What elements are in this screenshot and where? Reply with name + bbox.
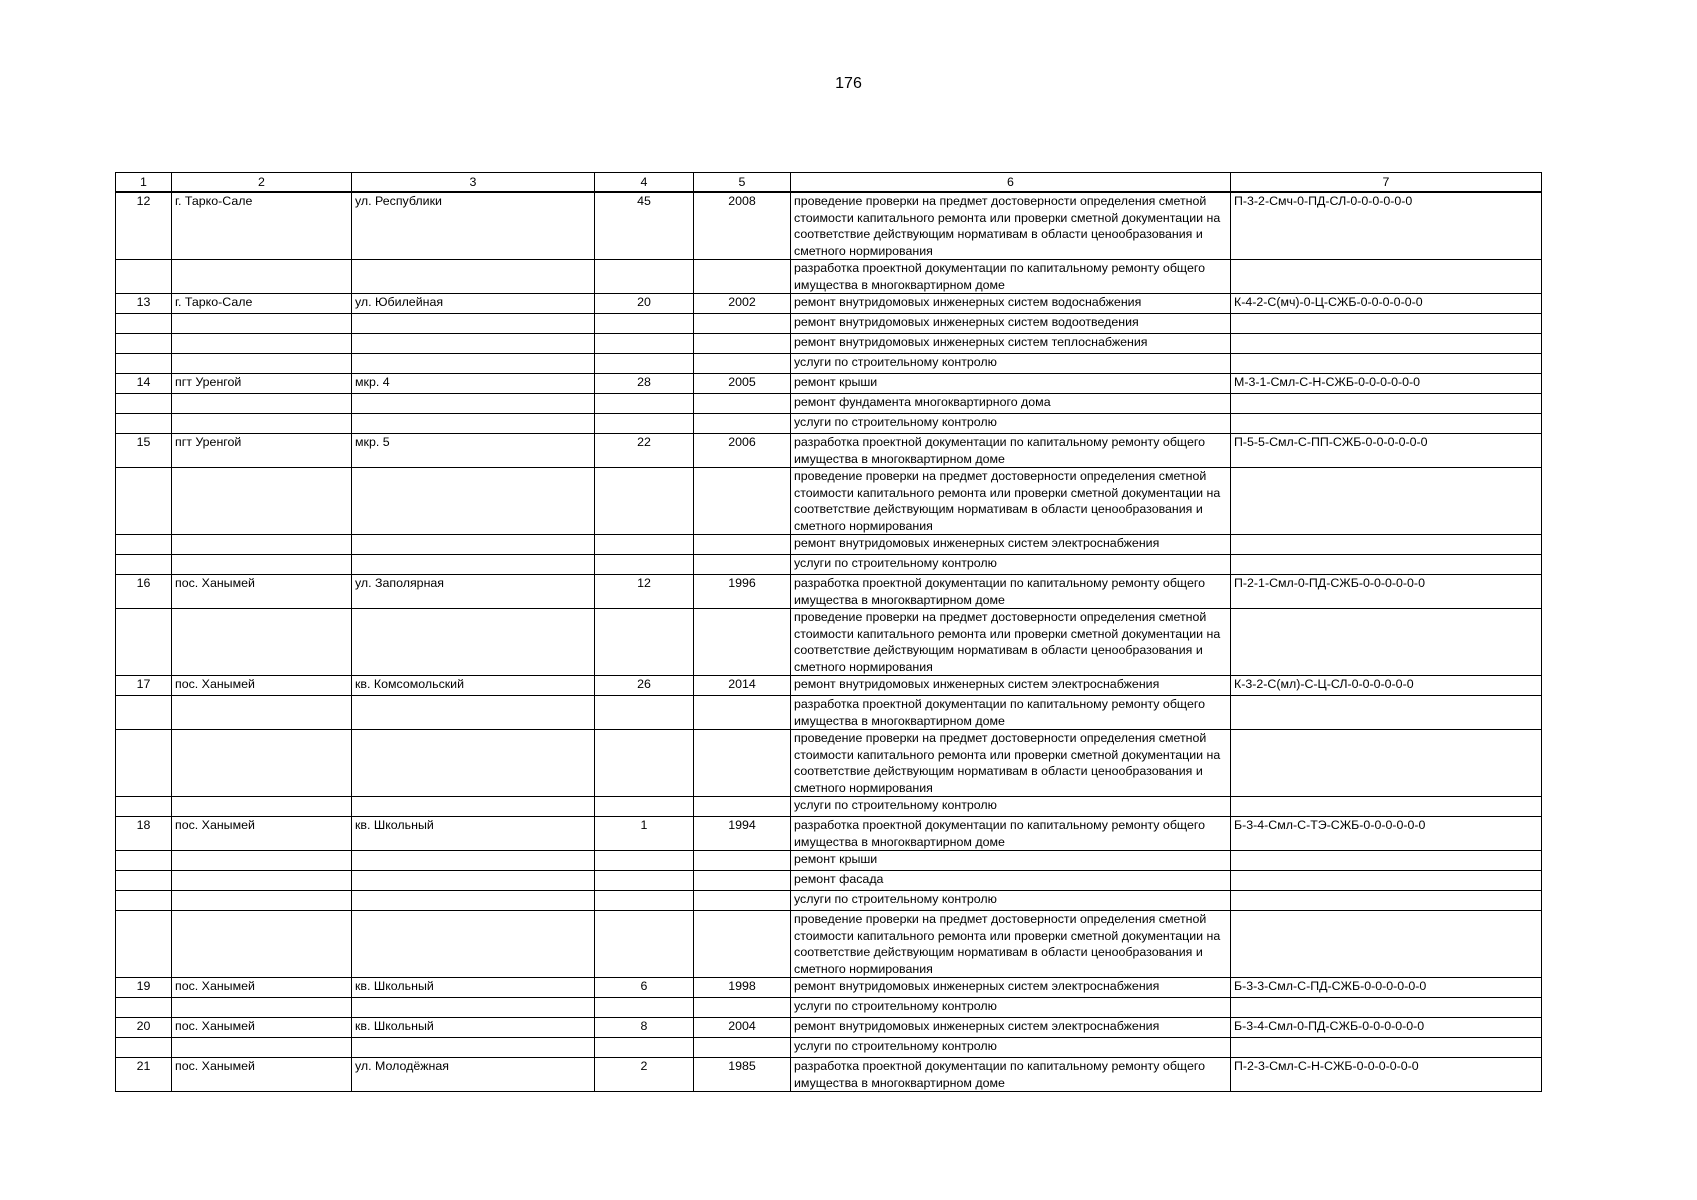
cell-year <box>694 334 791 354</box>
cell-work-type: услуги по строительному контролю <box>791 414 1231 434</box>
cell-year: 1998 <box>694 978 791 998</box>
cell-street <box>352 696 595 730</box>
cell-settlement <box>172 354 352 374</box>
cell-number <box>116 260 172 294</box>
cell-street <box>352 535 595 555</box>
cell-house <box>595 260 694 294</box>
cell-house: 12 <box>595 575 694 609</box>
cell-year <box>694 354 791 374</box>
table-header-row <box>116 173 1542 193</box>
cell-number <box>116 535 172 555</box>
cell-year <box>694 260 791 294</box>
cell-year <box>694 891 791 911</box>
cell-year <box>694 314 791 334</box>
cell-house <box>595 354 694 374</box>
cell-street <box>352 609 595 676</box>
cell-house <box>595 1038 694 1058</box>
cell-house: 20 <box>595 294 694 314</box>
table-row <box>116 851 1542 871</box>
cell-code <box>1231 354 1542 374</box>
table-row <box>116 192 1542 260</box>
cell-code: К-4-2-С(мч)-0-Ц-СЖБ-0-0-0-0-0-0 <box>1231 294 1542 314</box>
cell-street <box>352 871 595 891</box>
page-number: 176 <box>835 75 862 92</box>
table-row <box>116 334 1542 354</box>
cell-street: мкр. 5 <box>352 434 595 468</box>
cell-work-type: услуги по строительному контролю <box>791 354 1231 374</box>
cell-house: 2 <box>595 1058 694 1092</box>
table-row <box>116 434 1542 468</box>
cell-settlement <box>172 468 352 535</box>
cell-work-type: ремонт внутридомовых инженерных систем теплоснабжения <box>791 334 1231 354</box>
cell-code <box>1231 797 1542 817</box>
table-row <box>116 1038 1542 1058</box>
cell-code <box>1231 468 1542 535</box>
cell-settlement: пос. Ханымей <box>172 575 352 609</box>
cell-house <box>595 609 694 676</box>
cell-settlement <box>172 609 352 676</box>
cell-year: 2005 <box>694 374 791 394</box>
column-header: 3 <box>352 173 595 193</box>
cell-house <box>595 555 694 575</box>
cell-number <box>116 414 172 434</box>
cell-year <box>694 871 791 891</box>
cell-number <box>116 555 172 575</box>
cell-house <box>595 911 694 978</box>
cell-number <box>116 871 172 891</box>
cell-year: 1996 <box>694 575 791 609</box>
cell-work-type: проведение проверки на предмет достоверности определения сметной стоимости капитального ремонта или проверки сметной документации на соответствие действующим нормативам в области ценообразования и сметного нормирования <box>791 468 1231 535</box>
cell-settlement <box>172 696 352 730</box>
cell-house: 26 <box>595 676 694 696</box>
cell-code <box>1231 730 1542 797</box>
cell-street <box>352 730 595 797</box>
cell-settlement <box>172 1038 352 1058</box>
cell-year <box>694 414 791 434</box>
cell-street: кв. Комсомольский <box>352 676 595 696</box>
cell-year <box>694 797 791 817</box>
column-header: 7 <box>1231 173 1542 193</box>
cell-settlement: пос. Ханымей <box>172 676 352 696</box>
cell-work-type: услуги по строительному контролю <box>791 1038 1231 1058</box>
cell-code: М-3-1-Смл-С-Н-СЖБ-0-0-0-0-0-0 <box>1231 374 1542 394</box>
table-row <box>116 314 1542 334</box>
table-row <box>116 730 1542 797</box>
cell-street <box>352 851 595 871</box>
table-row <box>116 998 1542 1018</box>
cell-year: 1985 <box>694 1058 791 1092</box>
cell-street: мкр. 4 <box>352 374 595 394</box>
cell-number <box>116 730 172 797</box>
cell-house <box>595 414 694 434</box>
cell-number: 14 <box>116 374 172 394</box>
cell-house <box>595 468 694 535</box>
cell-year <box>694 555 791 575</box>
cell-street <box>352 468 595 535</box>
cell-work-type: услуги по строительному контролю <box>791 555 1231 575</box>
column-header: 4 <box>595 173 694 193</box>
cell-work-type: разработка проектной документации по капитальному ремонту общего имущества в многоквартирном доме <box>791 1058 1231 1092</box>
cell-year <box>694 696 791 730</box>
column-header: 5 <box>694 173 791 193</box>
cell-street: ул. Молодёжная <box>352 1058 595 1092</box>
cell-settlement <box>172 851 352 871</box>
table-row <box>116 891 1542 911</box>
cell-year: 2008 <box>694 192 791 260</box>
cell-street <box>352 1038 595 1058</box>
cell-number <box>116 696 172 730</box>
cell-number <box>116 314 172 334</box>
cell-code <box>1231 414 1542 434</box>
cell-work-type: ремонт крыши <box>791 374 1231 394</box>
cell-house: 22 <box>595 434 694 468</box>
table-row <box>116 911 1542 978</box>
cell-work-type: ремонт внутридомовых инженерных систем электроснабжения <box>791 978 1231 998</box>
cell-street <box>352 555 595 575</box>
cell-house <box>595 998 694 1018</box>
cell-number <box>116 851 172 871</box>
cell-settlement <box>172 334 352 354</box>
cell-house <box>595 730 694 797</box>
cell-settlement <box>172 998 352 1018</box>
repair-program-table <box>115 172 1542 1092</box>
cell-settlement <box>172 797 352 817</box>
cell-work-type: проведение проверки на предмет достоверности определения сметной стоимости капитального ремонта или проверки сметной документации на соответствие действующим нормативам в области ценообразования и сметного нормирования <box>791 911 1231 978</box>
cell-number <box>116 468 172 535</box>
cell-settlement <box>172 535 352 555</box>
cell-code: Б-3-3-Смл-С-ПД-СЖБ-0-0-0-0-0-0 <box>1231 978 1542 998</box>
cell-code <box>1231 1038 1542 1058</box>
cell-work-type: разработка проектной документации по капитальному ремонту общего имущества в многоквартирном доме <box>791 575 1231 609</box>
cell-number <box>116 394 172 414</box>
table-row <box>116 696 1542 730</box>
cell-street <box>352 797 595 817</box>
cell-house <box>595 851 694 871</box>
cell-settlement: г. Тарко-Сале <box>172 192 352 260</box>
cell-work-type: разработка проектной документации по капитальному ремонту общего имущества в многоквартирном доме <box>791 260 1231 294</box>
cell-year <box>694 609 791 676</box>
cell-year <box>694 468 791 535</box>
table-row <box>116 609 1542 676</box>
cell-number: 19 <box>116 978 172 998</box>
cell-house: 1 <box>595 817 694 851</box>
cell-work-type: разработка проектной документации по капитальному ремонту общего имущества в многоквартирном доме <box>791 696 1231 730</box>
cell-number: 16 <box>116 575 172 609</box>
cell-house <box>595 334 694 354</box>
cell-street <box>352 354 595 374</box>
cell-work-type: проведение проверки на предмет достоверности определения сметной стоимости капитального ремонта или проверки сметной документации на соответствие действующим нормативам в области ценообразования и сметного нормирования <box>791 192 1231 260</box>
table-row <box>116 797 1542 817</box>
cell-code <box>1231 871 1542 891</box>
cell-street <box>352 314 595 334</box>
cell-street <box>352 891 595 911</box>
cell-code <box>1231 911 1542 978</box>
cell-year <box>694 1038 791 1058</box>
cell-settlement <box>172 891 352 911</box>
cell-work-type: разработка проектной документации по капитальному ремонту общего имущества в многоквартирном доме <box>791 817 1231 851</box>
cell-work-type: услуги по строительному контролю <box>791 998 1231 1018</box>
cell-number <box>116 998 172 1018</box>
cell-work-type: ремонт внутридомовых инженерных систем водоотведения <box>791 314 1231 334</box>
table-row <box>116 414 1542 434</box>
cell-settlement <box>172 871 352 891</box>
cell-street: кв. Школьный <box>352 1018 595 1038</box>
cell-code <box>1231 555 1542 575</box>
cell-settlement <box>172 555 352 575</box>
cell-settlement: пгт Уренгой <box>172 434 352 468</box>
cell-code <box>1231 535 1542 555</box>
cell-year: 2004 <box>694 1018 791 1038</box>
cell-code <box>1231 696 1542 730</box>
cell-number <box>116 354 172 374</box>
table-row <box>116 676 1542 696</box>
cell-street: кв. Школьный <box>352 817 595 851</box>
cell-code: П-5-5-Смл-С-ПП-СЖБ-0-0-0-0-0-0 <box>1231 434 1542 468</box>
cell-settlement: пос. Ханымей <box>172 817 352 851</box>
cell-house <box>595 314 694 334</box>
cell-number: 21 <box>116 1058 172 1092</box>
cell-code: П-2-3-Смл-С-Н-СЖБ-0-0-0-0-0-0 <box>1231 1058 1542 1092</box>
cell-number: 20 <box>116 1018 172 1038</box>
cell-settlement: пос. Ханымей <box>172 1058 352 1092</box>
cell-year <box>694 998 791 1018</box>
cell-code <box>1231 260 1542 294</box>
cell-street <box>352 260 595 294</box>
table-row <box>116 1058 1542 1092</box>
table-row <box>116 294 1542 314</box>
table-row <box>116 978 1542 998</box>
cell-year <box>694 394 791 414</box>
cell-work-type: услуги по строительному контролю <box>791 797 1231 817</box>
cell-house: 45 <box>595 192 694 260</box>
cell-number <box>116 797 172 817</box>
column-header: 1 <box>116 173 172 193</box>
cell-number <box>116 1038 172 1058</box>
cell-code: П-2-1-Смл-0-ПД-СЖБ-0-0-0-0-0-0 <box>1231 575 1542 609</box>
table-row <box>116 555 1542 575</box>
cell-settlement <box>172 414 352 434</box>
cell-work-type: ремонт крыши <box>791 851 1231 871</box>
cell-number: 17 <box>116 676 172 696</box>
cell-settlement: пос. Ханымей <box>172 1018 352 1038</box>
cell-code <box>1231 314 1542 334</box>
cell-settlement <box>172 314 352 334</box>
column-header: 6 <box>791 173 1231 193</box>
cell-year: 1994 <box>694 817 791 851</box>
cell-code: П-3-2-Смч-0-ПД-СЛ-0-0-0-0-0-0 <box>1231 192 1542 260</box>
cell-settlement <box>172 911 352 978</box>
cell-year <box>694 851 791 871</box>
cell-street: кв. Школьный <box>352 978 595 998</box>
cell-street <box>352 414 595 434</box>
table-row <box>116 260 1542 294</box>
cell-work-type: услуги по строительному контролю <box>791 891 1231 911</box>
cell-year: 2002 <box>694 294 791 314</box>
cell-year <box>694 730 791 797</box>
cell-number: 13 <box>116 294 172 314</box>
column-header: 2 <box>172 173 352 193</box>
cell-work-type: проведение проверки на предмет достоверности определения сметной стоимости капитального ремонта или проверки сметной документации на соответствие действующим нормативам в области ценообразования и сметного нормирования <box>791 609 1231 676</box>
cell-house <box>595 891 694 911</box>
cell-work-type: разработка проектной документации по капитальному ремонту общего имущества в многоквартирном доме <box>791 434 1231 468</box>
cell-work-type: проведение проверки на предмет достоверности определения сметной стоимости капитального ремонта или проверки сметной документации на соответствие действующим нормативам в области ценообразования и сметного нормирования <box>791 730 1231 797</box>
cell-settlement <box>172 730 352 797</box>
cell-work-type: ремонт фасада <box>791 871 1231 891</box>
cell-work-type: ремонт внутридомовых инженерных систем электроснабжения <box>791 676 1231 696</box>
cell-code: К-3-2-С(мл)-С-Ц-СЛ-0-0-0-0-0-0 <box>1231 676 1542 696</box>
table-row <box>116 817 1542 851</box>
cell-settlement: пос. Ханымей <box>172 978 352 998</box>
cell-settlement: г. Тарко-Сале <box>172 294 352 314</box>
cell-year <box>694 911 791 978</box>
cell-code <box>1231 394 1542 414</box>
cell-number <box>116 609 172 676</box>
cell-settlement: пгт Уренгой <box>172 374 352 394</box>
cell-street <box>352 394 595 414</box>
cell-code <box>1231 609 1542 676</box>
table-row <box>116 374 1542 394</box>
cell-street: ул. Юбилейная <box>352 294 595 314</box>
cell-street: ул. Заполярная <box>352 575 595 609</box>
cell-settlement <box>172 394 352 414</box>
cell-work-type: ремонт внутридомовых инженерных систем электроснабжения <box>791 535 1231 555</box>
cell-house <box>595 535 694 555</box>
table-row <box>116 871 1542 891</box>
cell-number <box>116 911 172 978</box>
cell-work-type: ремонт фундамента многоквартирного дома <box>791 394 1231 414</box>
table-row <box>116 535 1542 555</box>
cell-year: 2014 <box>694 676 791 696</box>
cell-code: Б-3-4-Смл-0-ПД-СЖБ-0-0-0-0-0-0 <box>1231 1018 1542 1038</box>
cell-year <box>694 535 791 555</box>
cell-number <box>116 891 172 911</box>
cell-number <box>116 334 172 354</box>
cell-settlement <box>172 260 352 294</box>
table-row <box>116 394 1542 414</box>
cell-street <box>352 911 595 978</box>
cell-code <box>1231 334 1542 354</box>
cell-code <box>1231 998 1542 1018</box>
cell-street <box>352 334 595 354</box>
cell-house <box>595 797 694 817</box>
table-row <box>116 468 1542 535</box>
cell-street <box>352 998 595 1018</box>
cell-house <box>595 871 694 891</box>
cell-house: 6 <box>595 978 694 998</box>
table-row <box>116 575 1542 609</box>
cell-code <box>1231 891 1542 911</box>
cell-work-type: ремонт внутридомовых инженерных систем водоснабжения <box>791 294 1231 314</box>
cell-year: 2006 <box>694 434 791 468</box>
table-row <box>116 1018 1542 1038</box>
cell-house <box>595 394 694 414</box>
cell-number: 18 <box>116 817 172 851</box>
cell-work-type: ремонт внутридомовых инженерных систем электроснабжения <box>791 1018 1231 1038</box>
table-row <box>116 354 1542 374</box>
cell-code <box>1231 851 1542 871</box>
cell-house: 28 <box>595 374 694 394</box>
cell-code: Б-3-4-Смл-С-ТЭ-СЖБ-0-0-0-0-0-0 <box>1231 817 1542 851</box>
cell-house: 8 <box>595 1018 694 1038</box>
cell-street: ул. Республики <box>352 192 595 260</box>
cell-house <box>595 696 694 730</box>
cell-number: 12 <box>116 192 172 260</box>
cell-number: 15 <box>116 434 172 468</box>
